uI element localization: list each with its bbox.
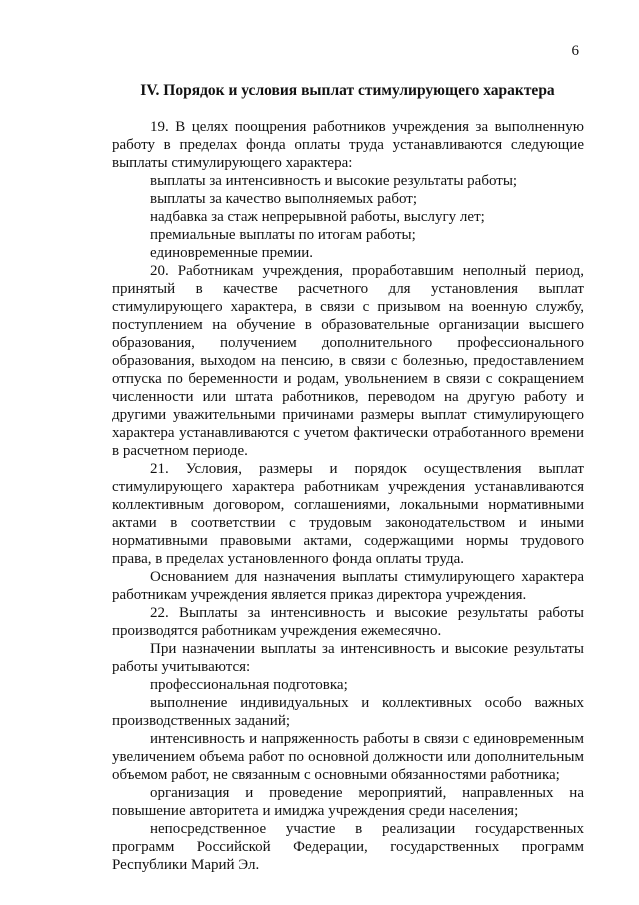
list-item: единовременные премии. — [150, 245, 314, 261]
page-number: 6 — [571, 43, 579, 59]
paragraph-criteria-intro: При назначении выплаты за интенсивность и высокие результаты работы учитываются: — [112, 641, 584, 675]
list-item: непосредственное участие в реализации государственных программ Российской Федерации, государственных программ Республики Марий Эл. — [112, 821, 584, 873]
list-item: выплаты за качество выполняемых работ; — [150, 191, 417, 207]
list-item: организация и проведение мероприятий, направленных на повышение авторитета и имиджа учреждения среди населения; — [112, 785, 584, 819]
list-item: интенсивность и напряженность работы в связи с единовременным увеличением объема работ по основной должности или дополнительным объемом работ, не связанным с основными обязанностями работника; — [112, 731, 584, 783]
list-item: надбавка за стаж непрерывной работы, выслугу лет; — [150, 209, 485, 225]
section-title: IV. Порядок и условия выплат стимулирующего характера — [140, 82, 555, 99]
list-item: премиальные выплаты по итогам работы; — [150, 227, 416, 243]
paragraph-22: 22. Выплаты за интенсивность и высокие результаты работы производятся работникам учреждения ежемесячно. — [112, 605, 584, 639]
document-body — [112, 118, 584, 874]
list-item: выполнение индивидуальных и коллективных особо важных производственных заданий; — [112, 695, 584, 729]
paragraph-19: 19. В целях поощрения работников учреждения за выполненную работу в пределах фонда оплаты труда устанавливаются следующие выплаты стимулирующего характера: — [112, 119, 584, 171]
paragraph-21: 21. Условия, размеры и порядок осуществления выплат стимулирующего характера работникам учреждения устанавливаются коллективным договором, соглашениями, локальными нормативными актами в соответствии с трудовым законодательством и иными нормативными правовыми актами, содержащими нормы трудового права, в пределах установленного фонда оплаты труда. — [112, 461, 584, 567]
list-item: выплаты за интенсивность и высокие результаты работы; — [150, 173, 518, 189]
paragraph-20: 20. Работникам учреждения, проработавшим неполный период, принятый в качестве расчетного для установления выплат стимулирующего характера, в связи с призывом на военную службу, поступлением на обучение в образовательные организации высшего образования, получением дополнительного профессионального образования, выходом на пенсию, в связи с болезнью, предоставлением отпуска по беременности и родам, увольнением в связи с сокращением численности или штата работников, переводом на другую работу и другими уважительными причинами размеры выплат стимулирующего характера устанавливаются с учетом фактически отработанного времени в расчетном периоде. — [112, 263, 584, 459]
paragraph-basis: Основанием для назначения выплаты стимулирующего характера работникам учреждения является приказ директора учреждения. — [112, 569, 584, 603]
list-item: профессиональная подготовка; — [150, 677, 348, 693]
